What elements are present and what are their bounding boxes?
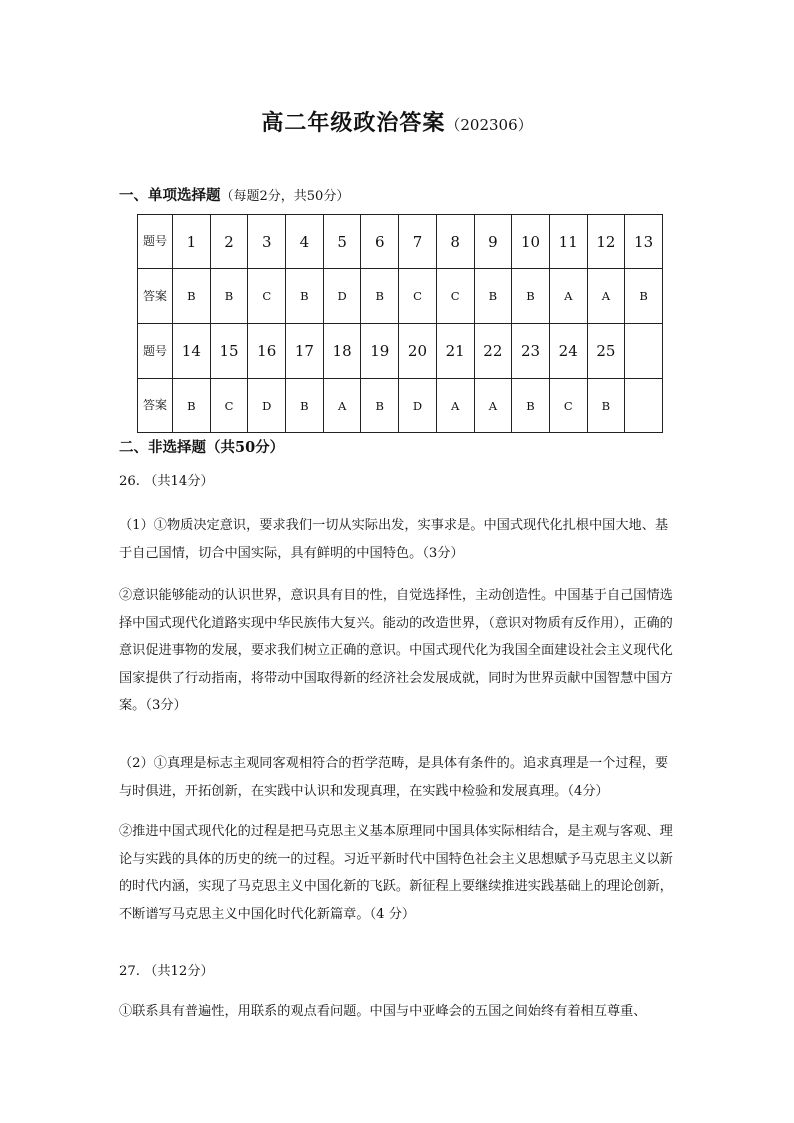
- title-date: （202306）: [445, 116, 533, 134]
- question-row-2: [138, 324, 663, 379]
- question-number: 18: [323, 324, 361, 379]
- section1-note: （每题2分，共50分）: [220, 189, 350, 204]
- section1-title: 一、单项选择题: [119, 187, 221, 204]
- answer-letter: B: [286, 269, 324, 324]
- answer-paragraph: ①联系具有普遍性，用联系的观点看问题。中国与中亚峰会的五国之间始终有着相互尊重、: [119, 1004, 647, 1019]
- row-label-answer: 答案: [138, 379, 173, 433]
- question-number: 5: [323, 215, 361, 269]
- answer-letter: A: [549, 269, 587, 324]
- question-number: 7: [399, 215, 437, 269]
- question-27-heading: 27. （共12分）: [119, 964, 214, 979]
- question-number: 9: [474, 215, 512, 269]
- question-number: 16: [248, 324, 286, 379]
- question-number: 8: [436, 215, 474, 269]
- answer-paragraph: ②推进中国式现代化的过程是把马克思主义基本原理同中国具体实际相结合，是主观与客观、理论与实践的具体的历史的统一的过程。习近平新时代中国特色社会主义思想赋予马克思主义以新的时代内涵，实现了马克思主义中国化新的飞跃。新征程上要继续推进实践基础上的理论创新，不断谱写马克思主义中国化时代化新篇章。（4 分）: [119, 824, 673, 922]
- answer-letter: B: [587, 379, 625, 433]
- question-number: 11: [549, 215, 587, 269]
- row-label-answer: 答案: [138, 269, 173, 324]
- answer-letter: C: [248, 269, 286, 324]
- question-number: 13: [625, 215, 663, 269]
- title-main: 高二年级政治答案: [261, 110, 446, 136]
- answer-letter: B: [173, 269, 211, 324]
- question-number: 25: [587, 324, 625, 379]
- answer-letter: B: [286, 379, 324, 433]
- answer-row-2: [138, 379, 663, 433]
- answer-letter: A: [436, 379, 474, 433]
- question-number: 12: [587, 215, 625, 269]
- question-number: 6: [361, 215, 399, 269]
- section2-heading: 二、非选择题（共50分）: [119, 439, 285, 456]
- question-26-heading: 26. （共14分）: [119, 474, 214, 489]
- question-number: 15: [210, 324, 248, 379]
- answer-letter: D: [399, 379, 437, 433]
- answer-letter: B: [361, 269, 399, 324]
- answer-letter: A: [323, 379, 361, 433]
- answer-row-1: [138, 269, 663, 324]
- answer-letter: D: [323, 269, 361, 324]
- question-number: 21: [436, 324, 474, 379]
- answer-letter: C: [210, 379, 248, 433]
- answer-letter: A: [474, 379, 512, 433]
- row-label-question: 题号: [138, 324, 173, 379]
- empty-cell: [625, 324, 663, 379]
- answer-letter: B: [361, 379, 399, 433]
- question-number: 14: [173, 324, 211, 379]
- question-number: 22: [474, 324, 512, 379]
- answer-letter: B: [625, 269, 663, 324]
- answer-letter: C: [399, 269, 437, 324]
- answer-letter: C: [436, 269, 474, 324]
- answer-paragraph: （2）①真理是标志主观同客观相符合的哲学范畴，是具体有条件的。追求真理是一个过程，要与时俱进，开拓创新，在实践中认识和发现真理，在实践中检验和发展真理。（4分）: [119, 756, 669, 799]
- question-number: 23: [512, 324, 550, 379]
- answer-letter: B: [210, 269, 248, 324]
- answer-letter: B: [474, 269, 512, 324]
- answer-table: [137, 214, 663, 433]
- question-number: 4: [286, 215, 324, 269]
- answer-paragraph: ②意识能够能动的认识世界，意识具有目的性，自觉选择性，主动创造性。中国基于自己国情选择中国式现代化道路实现中华民族伟大复兴。能动的改造世界，（意识对物质有反作用），正确的意识促进事物的发展，要求我们树立正确的意识。中国式现代化为我国全面建设社会主义现代化国家提供了行动指南，将带动中国取得新的经济社会发展成就，同时为世界贡献中国智慧中国方案。（3分）: [119, 588, 673, 714]
- answer-letter: B: [173, 379, 211, 433]
- question-number: 17: [286, 324, 324, 379]
- row-label-question: 题号: [138, 215, 173, 269]
- answer-letter: C: [549, 379, 587, 433]
- page-title: [0, 106, 794, 137]
- question-number: 19: [361, 324, 399, 379]
- question-number: 10: [512, 215, 550, 269]
- section1-heading: [119, 184, 349, 205]
- answer-paragraph: （1）①物质决定意识，要求我们一切从实际出发，实事求是。中国式现代化扎根中国大地、基于自己国情，切合中国实际，具有鲜明的中国特色。（3分）: [119, 518, 669, 561]
- question-row-1: [138, 215, 663, 269]
- empty-cell: [625, 379, 663, 433]
- question-number: 20: [399, 324, 437, 379]
- question-number: 3: [248, 215, 286, 269]
- answer-letter: A: [587, 269, 625, 324]
- answer-letter: D: [248, 379, 286, 433]
- answer-letter: B: [512, 379, 550, 433]
- question-number: 24: [549, 324, 587, 379]
- question-number: 2: [210, 215, 248, 269]
- answer-letter: B: [512, 269, 550, 324]
- question-number: 1: [173, 215, 211, 269]
